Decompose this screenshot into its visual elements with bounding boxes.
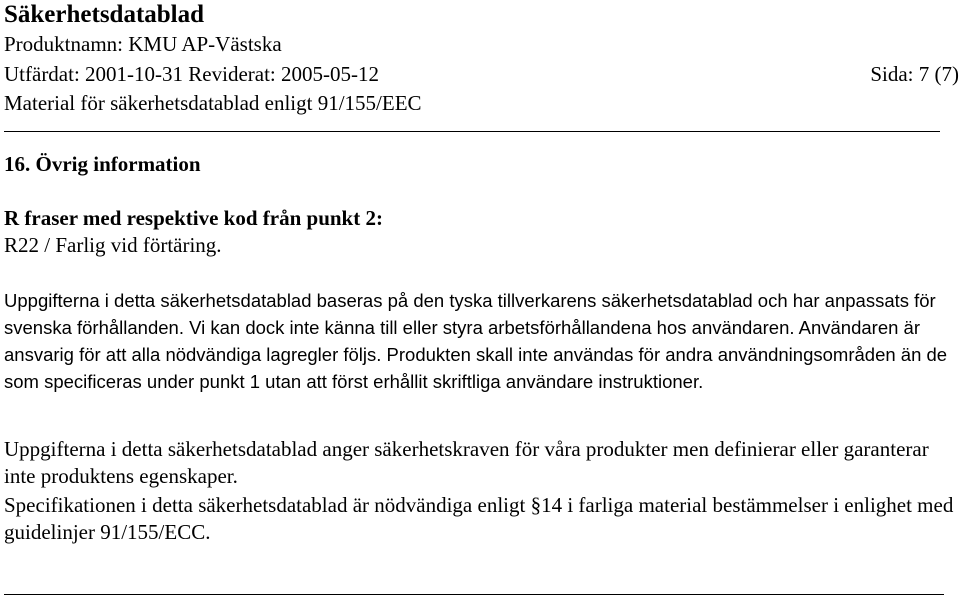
- page-number: Sida: 7 (7): [870, 62, 959, 86]
- header-divider: [4, 131, 940, 132]
- document-title: Säkerhetsdatablad: [4, 1, 205, 28]
- properties-paragraph: Uppgifterna i detta säkerhetsdatablad anger säkerhetskraven för våra produkter men definierar eller garanterar inte produktens egenskaper.: [4, 437, 929, 488]
- document-page: [4, 0, 959, 599]
- product-name: Produktnamn: KMU AP-Västska: [4, 32, 282, 56]
- footer-divider: [4, 594, 944, 595]
- material-reference: Material för säkerhetsdatablad enligt 91/155/EEC: [4, 91, 422, 115]
- specification-paragraph: Specifikationen i detta säkerhetsdatablad är nödvändiga enligt §14 i farliga material bestämmelser i enlighet med guidelinjer 91/155/ECC.: [4, 493, 954, 544]
- issued-revised-dates: Utfärdat: 2001-10-31 Reviderat: 2005-05-12: [4, 62, 379, 86]
- r-phrases-heading: R fraser med respektive kod från punkt 2:: [4, 206, 383, 230]
- r-phrase: R22 / Farlig vid förtäring.: [4, 233, 222, 257]
- section-heading: 16. Övrig information: [4, 152, 201, 176]
- disclaimer-paragraph: Uppgifterna i detta säkerhetsdatablad baseras på den tyska tillverkarens säkerhetsdatablad och har anpassats för svenska förhållanden. Vi kan dock inte känna till eller styra arbetsförhållandena hos användaren. Användaren är ansvarig för att alla nödvändiga lagregler följs. Produkten skall inte användas för andra användningsområden än de som specificeras under punkt 1 utan att först erhållit skriftliga användare instruktioner.: [4, 290, 948, 392]
